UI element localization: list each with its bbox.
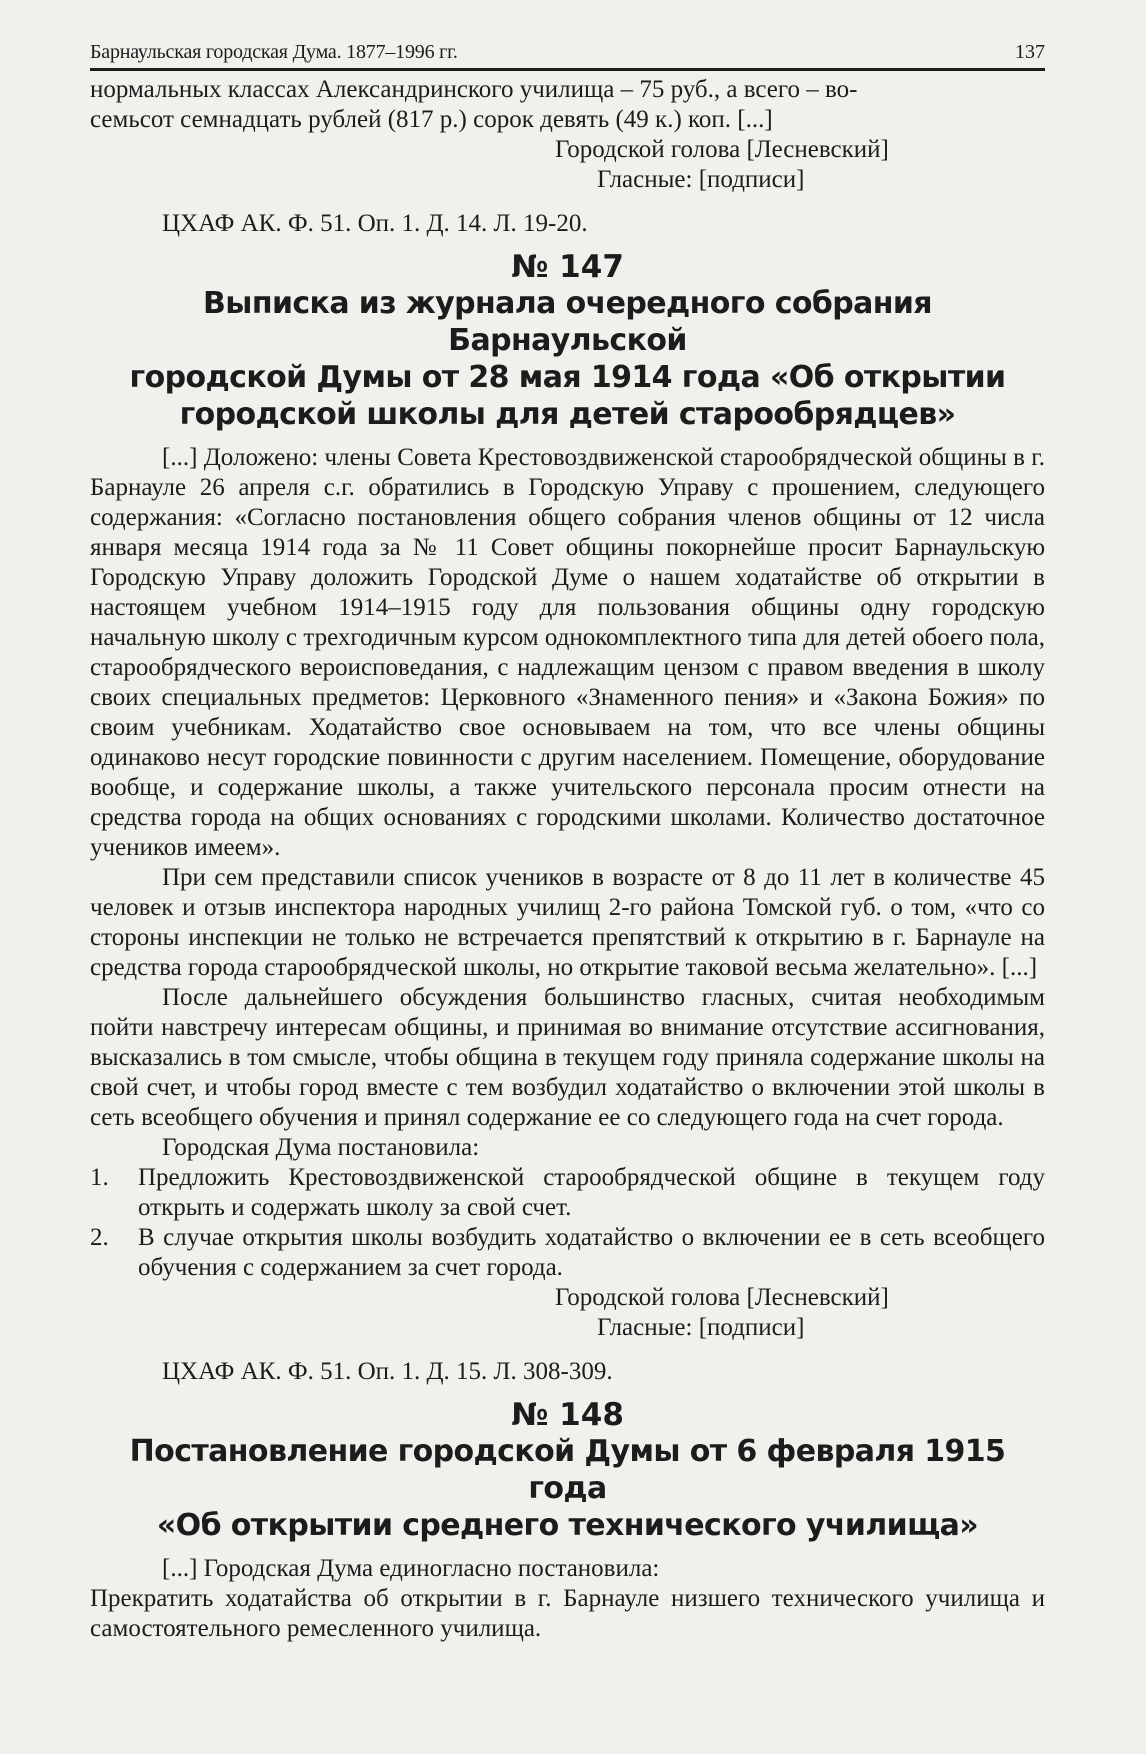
resolution-item (90, 1223, 1045, 1283)
document-147 (90, 249, 1045, 1387)
document-title-line: городской Думы от 28 мая 1914 года «Об открытии (129, 360, 1006, 395)
resolution-intro: Городская Дума постановила: (162, 1134, 480, 1161)
archive-source: ЦХАФ АК. Ф. 51. Оп. 1. Д. 14. Л. 19-20. (162, 210, 588, 237)
document-number: № 147 (511, 249, 624, 285)
signature-head: Городской голова [Лесневский] (555, 136, 889, 163)
document-title-line: Выписка из журнала очередного собрания Барнаульской (203, 286, 932, 358)
text-line: нормальных классах Александринского училища – 75 руб., а всего – во- (90, 76, 858, 103)
text-line: семьсот семнадцать рублей (817 р.) сорок девять (49 к.) коп. [...] (90, 106, 773, 133)
item-marker: 1. (90, 1164, 109, 1191)
page-body (90, 75, 1045, 1644)
item-marker: 2. (90, 1224, 109, 1251)
resolution-item (90, 1163, 1045, 1223)
signature-head: Городской голова [Лесневский] (555, 1284, 889, 1311)
paragraph: [...] Доложено: члены Совета Крестовоздвиженской старообрядческой общины в г. Барнауле 26 апреля с.г. обратились в Городскую Управу с прошением, следующего содержания: «Согласно постановления общего собрания членов общины от 12 числа января месяца 1914 года за № 11 Совет общины покорнейше просит Барнаульскую Городскую Управу доложить Городской Думе о нашем ходатайстве об открытии в настоящем учебном 1914–1915 году для пользования общины одну городскую начальную школу с трехгодичным курсом однокомплектного типа для детей обоего пола, старообрядческого вероисповедания, с надлежащим цензом с правом введения в школу своих специальных предметов: Церковного «Знаменного пения» и «Закона Божия» по своим учебникам. Ходатайство свое основываем на том, что все члены общины одинаково несут городские повинности с другим населением. Помещение, оборудование вообще, и содержание школы, а также учительского персонала просим отнести на средства города на общих основаниях с городскими школами. Количество достаточное учеников имеем». (90, 444, 1045, 861)
document-number: № 148 (511, 1397, 624, 1433)
running-header (90, 40, 1045, 71)
document-title-line: Постановление городской Думы от 6 февраля 1915 года (129, 1434, 1006, 1506)
document-148 (90, 1397, 1045, 1644)
signature-members: Гласные: [подписи] (597, 166, 805, 193)
paragraph: При сем представили список учеников в возрасте от 8 до 11 лет в количестве 45 человек и отзыв инспектора народных училищ 2-го района Томской губ. о том, «что со стороны инспекции не только не встречается препятствий к открытию в г. Барнауле на средства города старообрядческой школы, но открытие таковой весьма желательно». [...] (90, 864, 1045, 981)
archive-source: ЦХАФ АК. Ф. 51. Оп. 1. Д. 15. Л. 308-309. (162, 1358, 613, 1385)
page-number: 137 (1015, 41, 1045, 63)
paragraph: [...] Городская Дума единогласно постановила: (162, 1555, 660, 1582)
document-title-line: городской школы для детей старообрядцев» (179, 397, 956, 432)
book-page (90, 40, 1045, 1644)
paragraph: После дальнейшего обсуждения большинство гласных, считая необходимым пойти навстречу интересам общины, и принимая во внимание отсутствие ассигнования, высказались в том смысле, чтобы община в текущем году приняла содержание школы на свой счет, и чтобы город вместе с тем возбудил ходатайство о включении этой школы в сеть всеобщего обучения и принял содержание ее со следующего года на счет города. (90, 984, 1045, 1131)
running-title: Барнаульская городская Дума. 1877–1996 гг. (90, 41, 458, 63)
document-title-line: «Об открытии среднего технического училища» (156, 1508, 979, 1543)
document-146-tail (90, 75, 1045, 239)
item-text: Предложить Крестовоздвиженской старообрядческой общине в текущем году открыть и содержать школу за свой счет. (138, 1164, 1045, 1221)
signature-members: Гласные: [подписи] (597, 1314, 805, 1341)
paragraph: Прекратить ходатайства об открытии в г. Барнауле низшего технического училища и самостоятельного ремесленного училища. (90, 1585, 1045, 1642)
item-text: В случае открытия школы возбудить ходатайство о включении ее в сеть всеобщего обучения с содержанием за счет города. (138, 1224, 1045, 1281)
